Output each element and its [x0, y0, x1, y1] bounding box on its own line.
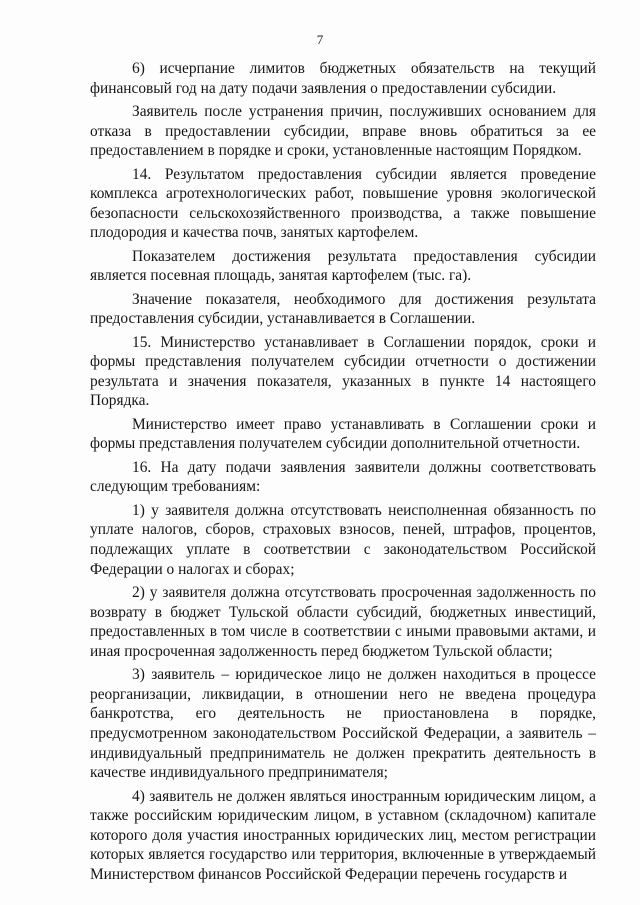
paragraph-additional-reporting: Министерство имеет право устанавливать в Соглашении сроки и формы представления получателем субсидии дополнительной отчетности. [90, 415, 596, 453]
paragraph-clause-15: 15. Министерство устанавливает в Соглашении порядок, сроки и формы представления получателем субсидии отчетности о достижении результата и значения показателя, указанных в пункте 14 настоящего Порядка. [90, 333, 596, 410]
paragraph-reapplication: Заявитель после устранения причин, послуживших основанием для отказа в предоставлении субсидии, вправе вновь обратиться за ее предоставлением в порядке и сроки, установленные настоящим Порядком. [90, 102, 596, 160]
paragraph-requirement-3: 3) заявитель – юридическое лицо не должен находиться в процессе реорганизации, ликвидации, в отношении него не введена процедура банкротства, его деятельность не приостановлена в порядке, предусмотренном законодательством Российской Федерации, а заявитель – индивидуальный предприниматель не должен прекратить деятельность в качестве индивидуального предпринимателя; [90, 666, 596, 782]
paragraph-requirement-1: 1) у заявителя должна отсутствовать неисполненная обязанность по уплате налогов, сборов, страховых взносов, пеней, штрафов, процентов, подлежащих уплате в соответствии с законодательством Российской Федерации о налогах и сборах; [90, 501, 596, 578]
paragraph-clause-14: 14. Результатом предоставления субсидии является проведение комплекса агротехнологических работ, повышение уровня экологической безопасности сельскохозяйственного производства, а также повышение плодородия и качества почв, занятых картофелем. [90, 165, 596, 242]
paragraph-requirement-2: 2) у заявителя должна отсутствовать просроченная задолженность по возврату в бюджет Тульской области субсидий, бюджетных инвестиций, предоставленных в том числе в соответствии с иными правовыми актами, и иная просроченная задолженность перед бюджетом Тульской области; [90, 584, 596, 660]
paragraph-clause-16: 16. На дату подачи заявления заявители должны соответствовать следующим требованиям: [90, 458, 596, 496]
document-body [90, 59, 596, 888]
page-number: 7 [316, 32, 324, 47]
paragraph-indicator-value: Значение показателя, необходимого для достижения результата предоставления субсидии, устанавливается в Соглашении. [90, 290, 596, 328]
paragraph-indicator: Показателем достижения результата предоставления субсидии является посевная площадь, занятая картофелем (тыс. га). [90, 247, 596, 285]
paragraph-item-6: 6) исчерпание лимитов бюджетных обязательств на текущий финансовый год на дату подачи заявления о предоставлении субсидии. [90, 60, 596, 97]
paragraph-requirement-4: 4) заявитель не должен являться иностранным юридическим лицом, а также российским юридическим лицом, в уставном (складочном) капитале которого доля участия иностранных юридических лиц, местом регистрации которых является государство или территория, включенные в утверждаемый Министерством финансов Российской Федерации перечень государств и [90, 787, 596, 883]
